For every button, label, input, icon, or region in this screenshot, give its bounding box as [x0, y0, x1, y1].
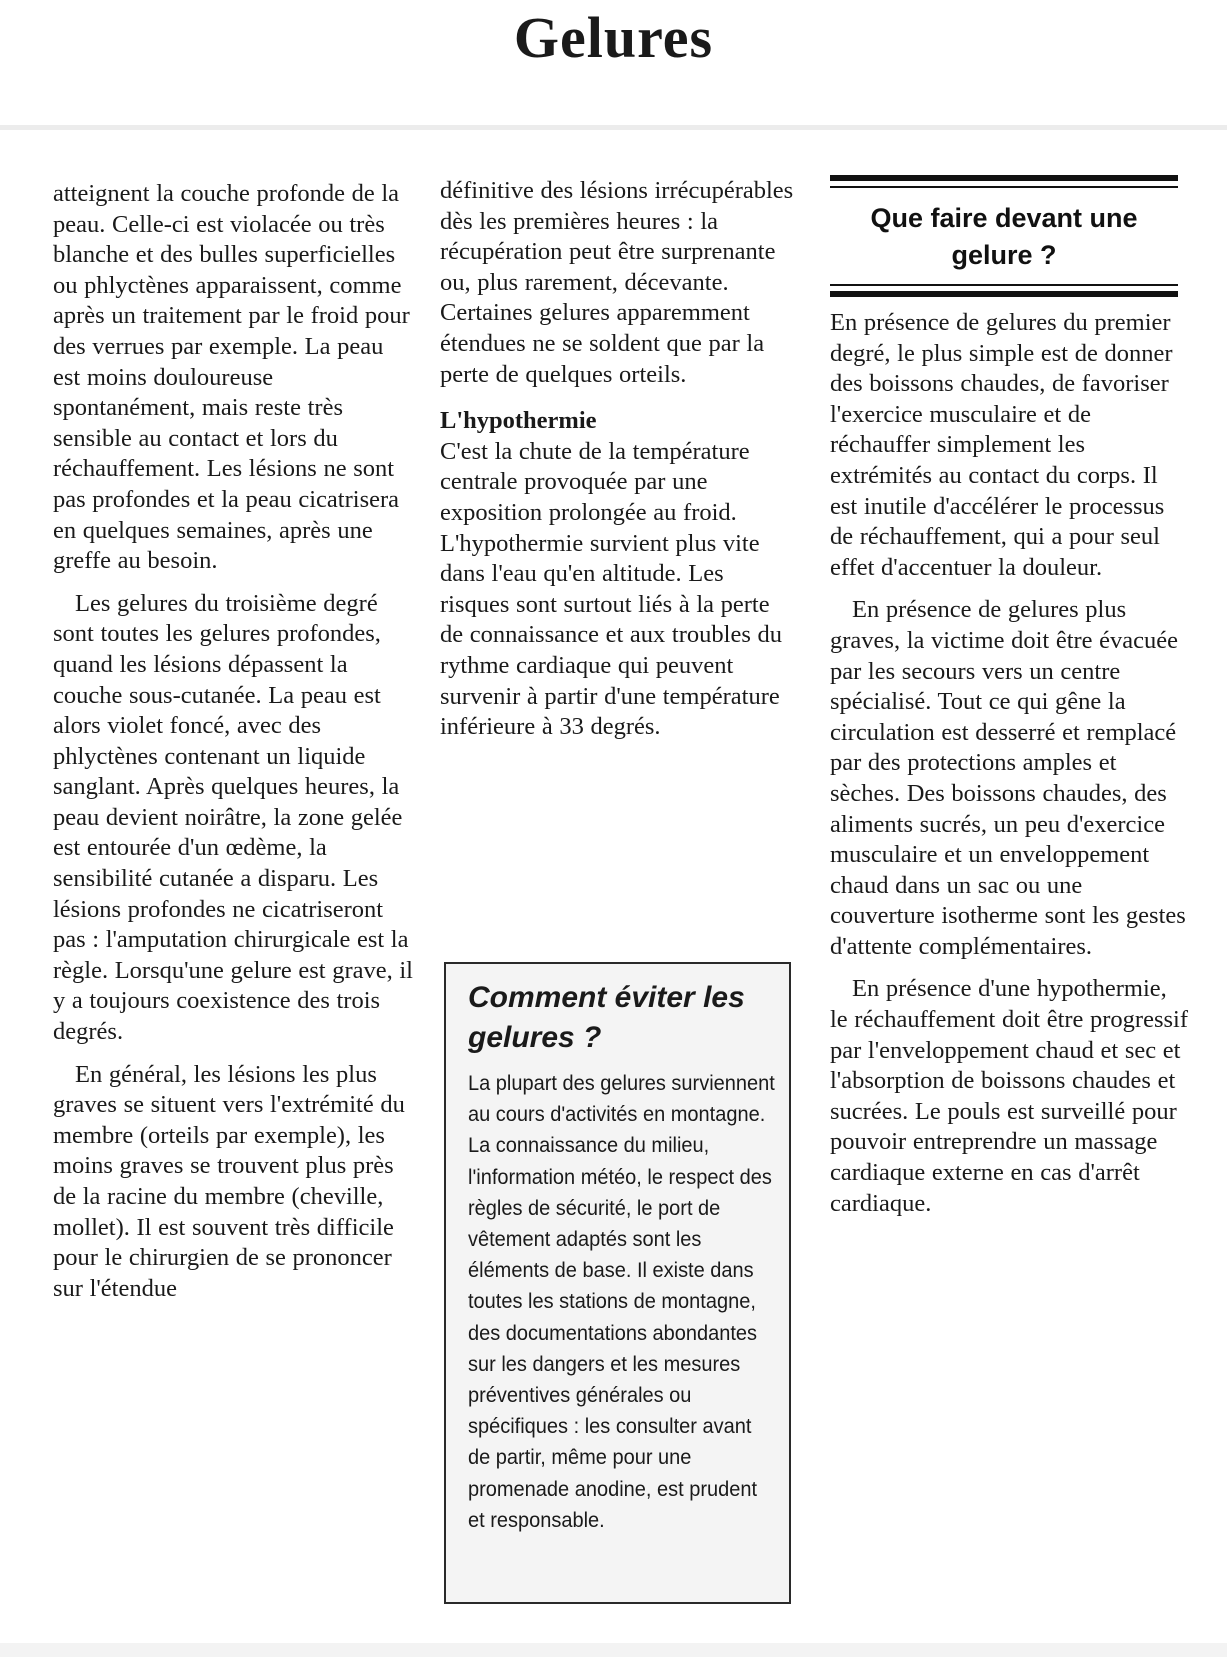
- col1-paragraph-2: Les gelures du troisième degré sont toutes les gelures profondes, quand les lésions dépassent la couche sous-cutanée. La peau est alors violet foncé, avec des phlyctènes contenant un liquide sanglant. Après quelques heures, la peau devient noirâtre, la zone gelée est entourée d'un œdème, la sensibilité cutanée a disparu. Les lésions profondes ne cicatriseront pas : l'amputation chirurgicale est la règle. Lorsqu'une gelure est grave, il y a toujours coexistence des trois degrés.: [53, 589, 413, 1046]
- top-thick-rule: [830, 175, 1178, 181]
- column-2: [440, 176, 795, 743]
- what-to-do-header: [830, 175, 1178, 297]
- col2-paragraph-1: définitive des lésions irrécupérables dès les premières heures : la récupération peut être surprenante ou, plus rarement, décevante. Certaines gelures apparemment étendues ne se soldent que par la perte de quelques orteils.: [440, 177, 794, 388]
- col1-paragraph-3: En général, les lésions les plus graves se situent vers l'extrémité du membre (orteils par exemple), les moins graves se trouvent plus près de la racine du membre (cheville, mollet). Il est souvent très difficile pour le chirurgien de se prononcer sur l'étendue: [53, 1060, 405, 1302]
- what-to-do-heading: Que faire devant une gelure ?: [870, 203, 1138, 270]
- col3-paragraph-1: En présence de gelures du premier degré, le plus simple est de donner des boissons chaudes, de favoriser l'exercice musculaire et de réchauffer simplement les extrémités au contact du corps. Il est inutile d'accélérer le processus de réchauffement, qui a pour seul effet d'accentuer la douleur.: [830, 309, 1173, 581]
- hypothermia-subheading: L'hypothermie: [440, 407, 597, 435]
- header-divider: [0, 125, 1227, 130]
- page-title: Gelures: [513, 5, 714, 70]
- col2-paragraph-2: C'est la chute de la température centrale provoquée par une exposition prolongée au froid. L'hypothermie survient plus vite dans l'eau qu'en altitude. Les risques sont surtout liés à la perte de connaissance et aux troubles du rythme cardiaque qui peuvent survenir à partir d'une température inférieure à 33 degrés.: [440, 437, 782, 741]
- bottom-thick-rule: [830, 291, 1178, 297]
- bottom-thin-rule: [830, 284, 1178, 286]
- col3-paragraph-3: En présence d'une hypothermie, le réchauffement doit être progressif par l'enveloppement chaud et sec et l'absorption de boissons chaudes et sucrées. Le pouls est surveillé pour pouvoir entreprendre un massage cardiaque externe en cas d'arrêt cardiaque.: [830, 975, 1189, 1217]
- col1-paragraph-1: atteignent la couche profonde de la peau. Celle-ci est violacée ou très blanche et des bulles superficielles ou phlyctènes apparaissent, comme après un traitement par le froid pour des verrues par exemple. La peau est moins douloureuse spontanément, mais reste très sensible au contact et lors du réchauffement. Les lésions ne sont pas profondes et la peau cicatrisera en quelques semaines, après une greffe au besoin.: [53, 180, 410, 575]
- column-1: [53, 179, 413, 1304]
- footer-band: [0, 1643, 1227, 1657]
- column-3: [830, 308, 1190, 1219]
- prevention-box-title: Comment éviter les gelures ?: [468, 981, 745, 1054]
- prevention-box: [444, 962, 791, 1604]
- top-thin-rule: [830, 186, 1178, 188]
- prevention-box-body: La plupart des gelures surviennent au cours d'activités en montagne. La connaissance du milieu, l'information météo, le respect des règles de sécurité, le port de vêtement adaptés sont les éléments de base. Il existe dans toutes les stations de montagne, des documentations abondantes sur les dangers et les mesures préventives générales ou spécifiques : les consulter avant de partir, même pour une promenade anodine, est prudent et responsable.: [468, 1071, 775, 1532]
- col3-paragraph-2: En présence de gelures plus graves, la victime doit être évacuée par les secours vers un centre spécialisé. Tout ce qui gêne la circulation est desserré et remplacé par des protections amples et sèches. Des boissons chaudes, des aliments sucrés, un peu d'exercice musculaire et un enveloppement chaud dans un sac ou une couverture isotherme sont les gestes d'attente complémentaires.: [830, 596, 1186, 960]
